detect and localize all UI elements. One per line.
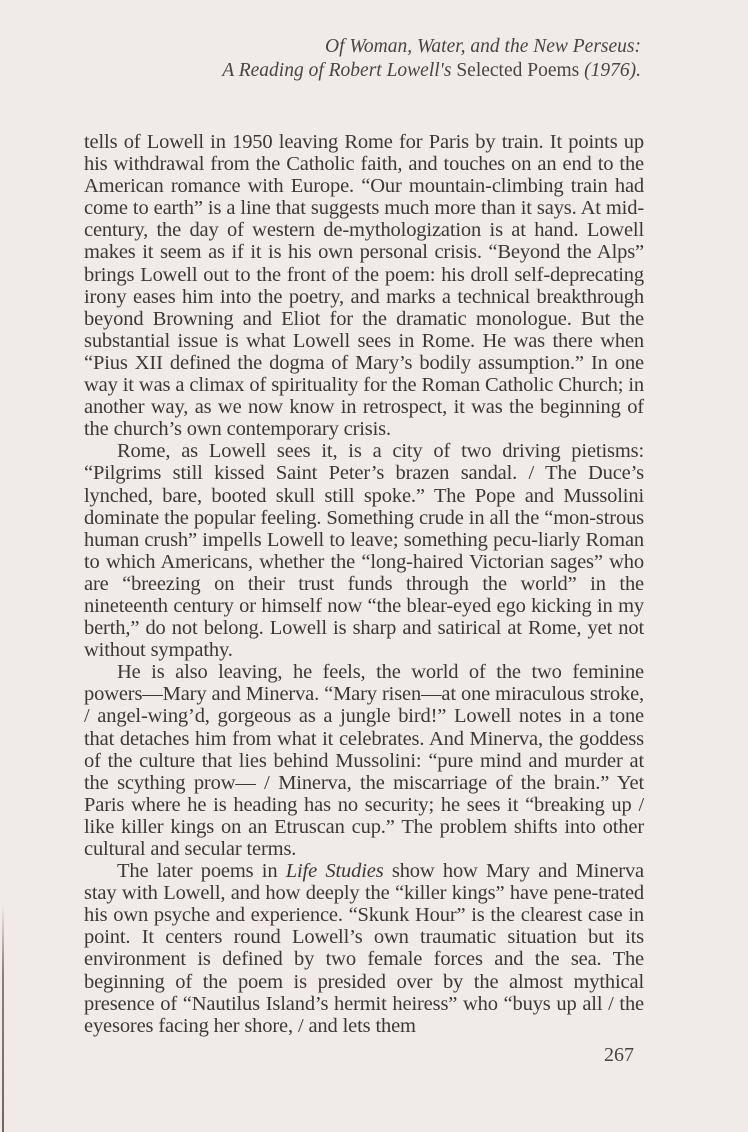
paragraph-4-rest: show how Mary and Minerva stay with Lowell, and how deeply the “killer kings” have pene-trated his own psyche and experience. “Skunk Hour” is the clearest case in point. It centers round Lowell’s own traumatic situation but its environment is defined by two female forces and the sea. The beginning of the poem is presided over by the almost mythical presence of “Nautilus Island’s hermit heiress” who “buys up all / the eyesores facing her shore, / and lets them <box>84 860 645 1037</box>
paragraph-1: tells of Lowell in 1950 leaving Rome for Paris by train. It points up his withdrawal from the Catholic faith, and touches on an end to the American romance with Europe. “Our mountain-climbing train had come to earth” is a line that suggests much more than it says. At mid-century, the day of western de-mythologization is at hand. Lowell makes it seem as if it is his own personal crisis. “Beyond the Alps” brings Lowell out to the front of the poem: his droll self-deprecating irony eases him into the poetry, and marks a technical breakthrough beyond Browning and Eliot for the dramatic monologue. But the substantial issue is what Lowell sees in Rome. He was there when “Pius XII defined the dogma of Mary’s bodily assumption.” In one way it was a climax of spirituality for the Roman Catholic Church; in another way, as we now know in retrospect, it was the beginning of the church’s own contemporary crisis. <box>84 131 644 441</box>
book-title-life-studies: Life Studies <box>285 860 384 883</box>
running-head-line-1: Of Woman, Water, and the New Perseus: <box>325 36 641 57</box>
running-head-author: A Reading of Robert Lowell's <box>222 60 452 81</box>
body-text <box>84 131 644 1037</box>
paragraph-3: He is also leaving, he feels, the world of the two feminine powers—Mary and Minerva. “Mary risen—at one miraculous stroke, / angel-wing’d, gorgeous as a jungle bird!” Lowell notes in a tone that detaches him from what it celebrates. And Minerva, the goddess of the culture that lies behind Mussolini: “pure mind and murder at the scything prow— / Minerva, the miscarriage of the brain.” Yet Paris where he is heading has no security; he sees it “breaking up / like killer kings on an Etruscan cup.” The problem shifts into other cultural and secular terms. <box>84 661 644 860</box>
running-head-line-2 <box>222 59 641 83</box>
running-head-book-title: Selected Poems <box>451 60 585 81</box>
page-number: 267 <box>604 1044 634 1066</box>
running-head <box>222 35 641 83</box>
paragraph-2: Rome, as Lowell sees it, is a city of two driving pietisms: “Pilgrims still kissed Saint Peter’s brazen sandal. / The Duce’s lynched, bare, booted skull still spoke.” The Pope and Mussolini dominate the popular feeling. Something crude in all the “mon-strous human crush” impells Lowell to leave; something pecu-liarly Roman to which Americans, whether the “long-haired Victorian sages” who are “breezing on their trust funds through the world” in the nineteenth century or himself now “the blear-eyed ego kicking in my berth,” do not belong. Lowell is sharp and satirical at Rome, yet not without sympathy. <box>84 440 644 662</box>
paragraph-4-lead: The later poems in <box>117 860 286 883</box>
paragraph-4 <box>84 860 644 1037</box>
running-head-year: (1976). <box>584 60 641 81</box>
page-edge-shadow <box>2 905 4 1132</box>
